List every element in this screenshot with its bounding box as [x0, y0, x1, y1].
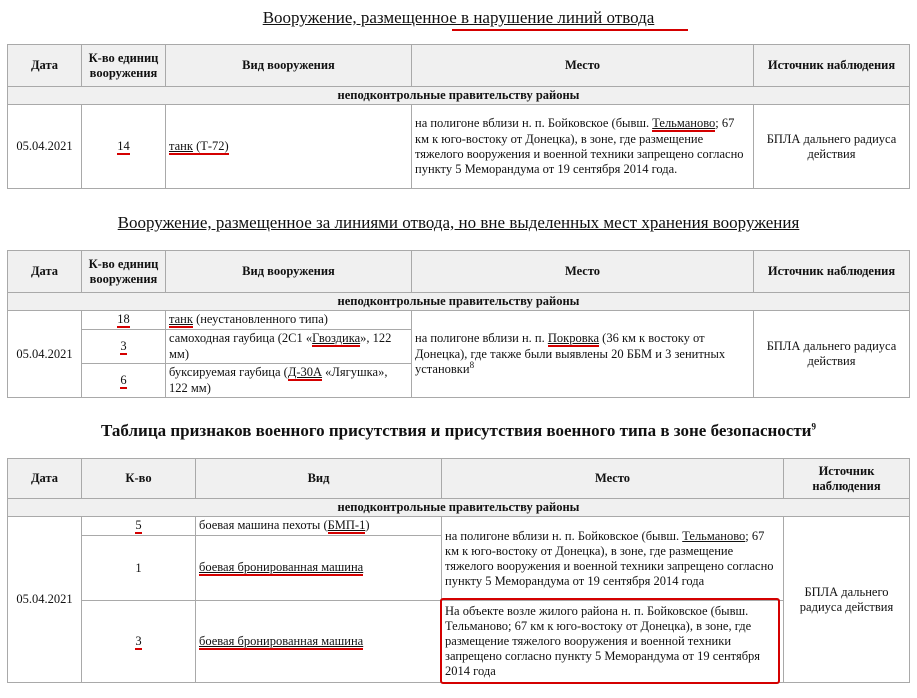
qty-cell: 14 — [82, 105, 166, 189]
section1-title: Вооружение, размещенное в нарушение линий отвода — [262, 8, 655, 27]
place-cell: на полигоне вблизи н. п. Покровка (36 км к востоку от Донецка), где также были выявлены 20 ББМ и 3 зенитных установки$^8$ — [412, 311, 754, 398]
kind-cell: боевая машина пехоты (БМП-1) — [196, 517, 442, 536]
place-link[interactable]: Тельманово — [652, 116, 716, 130]
section3-title: Таблица признаков военного присутствия и присутствия военного типа в зоне безопасности$^9$ — [101, 421, 816, 440]
qty-cell: 18 — [82, 311, 166, 330]
qty-cell: 3 — [82, 601, 196, 683]
header-source: Источник наблюдения — [754, 251, 910, 293]
header-qty: К-во — [82, 459, 196, 499]
source-cell: БПЛА дальнего радиуса действия — [754, 311, 910, 398]
red-annotation-line — [452, 29, 688, 31]
date-cell: 05.04.2021 — [8, 517, 82, 683]
table-row — [8, 311, 910, 330]
qty-cell: 5 — [82, 517, 196, 536]
kind-cell: танк (Т-72) — [166, 105, 412, 189]
header-place: Место — [412, 45, 754, 87]
date-cell: 05.04.2021 — [8, 105, 82, 189]
kind-link[interactable]: боевая бронированная машина — [199, 560, 364, 574]
qty-cell: 6 — [82, 364, 166, 398]
kind-cell — [196, 536, 442, 601]
header-place: Место — [442, 459, 784, 499]
header-kind: Вид вооружения — [166, 45, 412, 87]
date-cell: 05.04.2021 — [8, 311, 82, 398]
source-cell: БПЛА дальнего радиуса действия — [784, 517, 910, 683]
kind-cell: буксируемая гаубица (Д-30А «Лягушка», 122 мм) — [166, 364, 412, 398]
place-cell: на полигоне вблизи н. п. Бойковское (бывш. Тельманово; 67 км к юго-востоку от Донецка), в зоне, где размещение тяжелого вооружения и военной техники запрещено согласно пункту 5 Меморандума от 19 сентября 2014 года — [442, 517, 784, 601]
red-annotation-box — [440, 598, 780, 684]
table-row — [8, 105, 910, 189]
header-qty: К-во единиц вооружения — [82, 45, 166, 87]
header-date: Дата — [8, 459, 82, 499]
place-link[interactable]: Покровка — [547, 331, 600, 345]
header-date: Дата — [8, 251, 82, 293]
header-source: Источник наблюдения — [784, 459, 910, 499]
header-date: Дата — [8, 45, 82, 87]
kind-cell: самоходная гаубица (2С1 «Гвоздика», 122 мм) — [166, 330, 412, 364]
kind-link[interactable]: Гвоздика — [312, 331, 361, 345]
table-outside-lines — [7, 250, 910, 398]
kind-link[interactable]: БМП-1 — [327, 518, 366, 532]
table-row — [8, 517, 910, 536]
kind-link[interactable]: танк — [169, 312, 193, 326]
kind-link[interactable]: боевая бронированная машина — [199, 633, 364, 648]
header-kind: Вид вооружения — [166, 251, 412, 293]
qty-cell: 3 — [82, 330, 166, 364]
kind-link[interactable]: Д-30А — [287, 365, 323, 379]
section2-title: Вооружение, размещенное за линиями отвода, но вне выделенных мест хранения вооружения — [117, 213, 800, 232]
place-cell-highlighted: На объекте возле жилого района н. п. Бойковское (бывш. Тельманово; 67 км к юго-востоку от Донецка), в зоне, где размещение тяжелого вооружения и военной техники запрещено согласно пункту 5 Меморандума от 19 сентября 2014 года — [442, 601, 784, 683]
kind-cell: танк (неустановленного типа) — [166, 311, 412, 330]
group-row: неподконтрольные правительству районы — [8, 87, 910, 105]
group-row: неподконтрольные правительству районы — [8, 293, 910, 311]
header-kind: Вид — [196, 459, 442, 499]
header-source: Источник наблюдения — [754, 45, 910, 87]
table-violation — [7, 44, 910, 189]
source-cell: БПЛА дальнего радиуса действия — [754, 105, 910, 189]
qty-cell: 1 — [82, 536, 196, 601]
header-place: Место — [412, 251, 754, 293]
place-cell: на полигоне вблизи н. п. Бойковское (бывш. Тельманово; 67 км к юго-востоку от Донецка), в зоне, где размещение тяжелого вооружения и военной техники запрещено согласно пункту 5 Меморандума от 19 сентября 2014 года. — [412, 105, 754, 189]
group-row: неподконтрольные правительству районы — [8, 499, 910, 517]
kind-link[interactable]: танк — [169, 138, 193, 153]
kind-cell — [196, 601, 442, 683]
header-qty: К-во единиц вооружения — [82, 251, 166, 293]
place-link[interactable]: Тельманово — [682, 528, 746, 543]
